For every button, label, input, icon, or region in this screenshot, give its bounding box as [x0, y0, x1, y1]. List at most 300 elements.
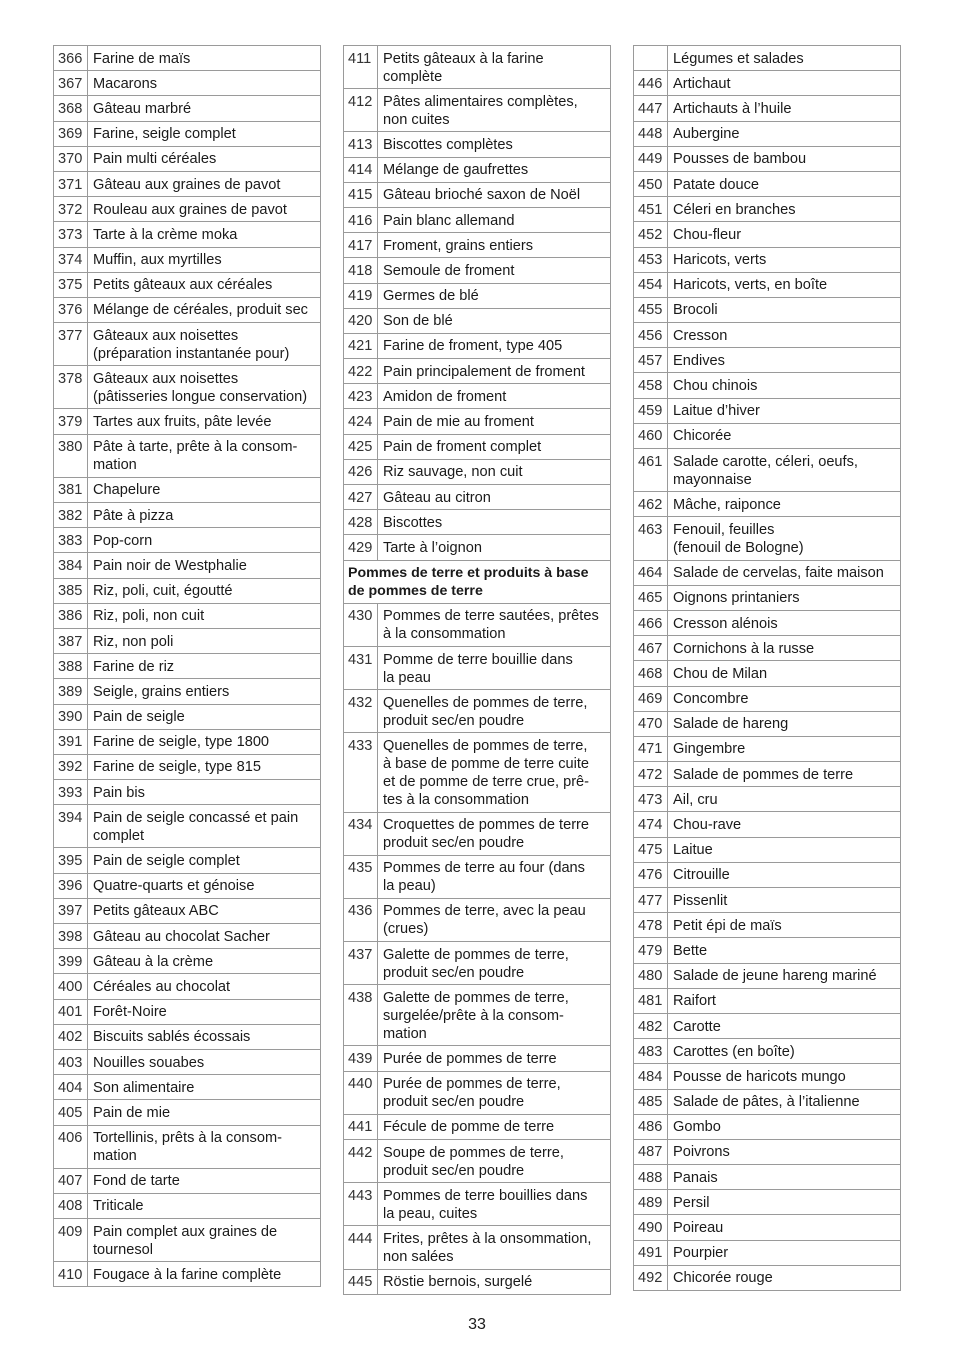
- table-row: [634, 398, 900, 423]
- item-number: 454: [634, 272, 668, 297]
- item-name: Fécule de pomme de terre: [378, 1114, 611, 1139]
- item-name: Pain blanc allemand: [378, 207, 611, 232]
- table-row: [634, 888, 900, 913]
- table-row: [344, 1114, 610, 1139]
- page-number: 33: [468, 1316, 486, 1333]
- table-row: [344, 733, 610, 812]
- item-number: 394: [54, 805, 88, 848]
- item-number: 387: [54, 628, 88, 653]
- item-number: 420: [344, 308, 378, 333]
- table-row: [344, 333, 610, 358]
- item-number: 457: [634, 348, 668, 373]
- table-row: [634, 661, 900, 686]
- item-number: 463: [634, 517, 668, 560]
- table-row: [54, 1049, 320, 1074]
- table-row: [54, 366, 320, 409]
- item-number: 466: [634, 610, 668, 635]
- item-number: [634, 46, 668, 71]
- item-number: 393: [54, 780, 88, 805]
- table-row: [634, 96, 900, 121]
- item-number: 444: [344, 1226, 378, 1269]
- item-number: 475: [634, 837, 668, 862]
- item-name: Gâteau aux graines de pavot: [88, 171, 321, 196]
- item-number: 400: [54, 974, 88, 999]
- table-row: [344, 233, 610, 258]
- item-name: Céréales au chocolat: [88, 974, 321, 999]
- table-row: [344, 1269, 610, 1294]
- table-row: [634, 812, 900, 837]
- item-number: 442: [344, 1140, 378, 1183]
- item-name: Pain bis: [88, 780, 321, 805]
- item-number: 438: [344, 985, 378, 1046]
- table-row: [54, 121, 320, 146]
- table-row: [634, 1165, 900, 1190]
- table-row: [344, 510, 610, 535]
- item-name: Riz sauvage, non cuit: [378, 459, 611, 484]
- item-name: Pommes de terre bouillies dans la peau, cuites: [378, 1183, 611, 1226]
- item-name: Rouleau aux graines de pavot: [88, 197, 321, 222]
- table-row: [344, 898, 610, 941]
- item-name: Son de blé: [378, 308, 611, 333]
- item-number: 405: [54, 1100, 88, 1125]
- item-number: 426: [344, 459, 378, 484]
- table-row: [54, 873, 320, 898]
- item-number: 424: [344, 409, 378, 434]
- item-number: 407: [54, 1168, 88, 1193]
- table-row: [344, 89, 610, 132]
- item-number: 490: [634, 1215, 668, 1240]
- table-row: [54, 754, 320, 779]
- item-name: Gâteaux aux noisettes (pâtisseries longue conservation): [88, 366, 321, 409]
- table-row: [634, 787, 900, 812]
- item-name: Chapelure: [88, 477, 321, 502]
- item-name: Semoule de froment: [378, 258, 611, 283]
- item-number: 431: [344, 646, 378, 689]
- table-row: [54, 848, 320, 873]
- item-number: 409: [54, 1219, 88, 1262]
- table-row: [634, 146, 900, 171]
- item-number: 477: [634, 888, 668, 913]
- item-name: Aubergine: [668, 121, 901, 146]
- item-number: 368: [54, 96, 88, 121]
- table-row: [634, 988, 900, 1013]
- item-number: 386: [54, 603, 88, 628]
- table-row: [344, 855, 610, 898]
- item-number: 383: [54, 528, 88, 553]
- item-number: 469: [634, 686, 668, 711]
- item-name: Carotte: [668, 1013, 901, 1038]
- item-name: Muffin, aux myrtilles: [88, 247, 321, 272]
- item-name: Pain de seigle complet: [88, 848, 321, 873]
- item-number: 427: [344, 485, 378, 510]
- table-row: [344, 1140, 610, 1183]
- item-number: 410: [54, 1262, 88, 1287]
- table-row: [54, 578, 320, 603]
- item-number: 376: [54, 297, 88, 322]
- item-name: Purée de pommes de terre: [378, 1046, 611, 1071]
- item-number: 476: [634, 862, 668, 887]
- item-name: Galette de pommes de terre, produit sec/en poudre: [378, 942, 611, 985]
- table-row: [54, 503, 320, 528]
- item-number: 367: [54, 71, 88, 96]
- item-name: Purée de pommes de terre, produit sec/en poudre: [378, 1071, 611, 1114]
- item-number: 484: [634, 1064, 668, 1089]
- item-name: Pomme de terre bouillie dans la peau: [378, 646, 611, 689]
- item-number: 403: [54, 1049, 88, 1074]
- item-number: 485: [634, 1089, 668, 1114]
- item-number: 423: [344, 384, 378, 409]
- item-number: 446: [634, 71, 668, 96]
- table-row: [344, 434, 610, 459]
- item-name: Concombre: [668, 686, 901, 711]
- item-name: Petits gâteaux à la farine complète: [378, 46, 611, 89]
- table-row: [634, 423, 900, 448]
- item-number: 369: [54, 121, 88, 146]
- item-name: Germes de blé: [378, 283, 611, 308]
- item-number: 447: [634, 96, 668, 121]
- table-row: [344, 157, 610, 182]
- item-number: 370: [54, 146, 88, 171]
- item-number: 401: [54, 999, 88, 1024]
- item-name: Tarte à la crème moka: [88, 222, 321, 247]
- item-name: Céleri en branches: [668, 197, 901, 222]
- table-row: [54, 297, 320, 322]
- item-name: Pain de mie au froment: [378, 409, 611, 434]
- table-row: [54, 1075, 320, 1100]
- item-name: Biscuits sablés écossais: [88, 1024, 321, 1049]
- item-number: 491: [634, 1240, 668, 1265]
- item-name: Pommes de terre, avec la peau (crues): [378, 898, 611, 941]
- item-name: Gombo: [668, 1114, 901, 1139]
- item-name: Salade de hareng: [668, 711, 901, 736]
- table-row: [54, 272, 320, 297]
- table-row: [634, 1139, 900, 1164]
- item-name: Petit épi de maïs: [668, 913, 901, 938]
- item-number: 406: [54, 1125, 88, 1168]
- item-number: 385: [54, 578, 88, 603]
- item-name: Artichaut: [668, 71, 901, 96]
- item-number: 389: [54, 679, 88, 704]
- item-name: Salade de cervelas, faite maison: [668, 560, 901, 585]
- table-row: [344, 207, 610, 232]
- item-number: 487: [634, 1139, 668, 1164]
- item-name: Salade de pâtes, à l’italienne: [668, 1089, 901, 1114]
- item-name: Pommes de terre au four (dans la peau): [378, 855, 611, 898]
- item-name: Salade carotte, céleri, oeufs, mayonnaise: [668, 449, 901, 492]
- table-row: [54, 654, 320, 679]
- table-row: [634, 348, 900, 373]
- item-name: Chou-fleur: [668, 222, 901, 247]
- item-name: Pain de mie: [88, 1100, 321, 1125]
- table-row: [344, 485, 610, 510]
- section-heading: Pommes de terre et produits à base de pommes de terre: [344, 560, 610, 603]
- item-name: Pain complet aux graines de tournesol: [88, 1219, 321, 1262]
- table-row: [344, 1046, 610, 1071]
- item-number: 440: [344, 1071, 378, 1114]
- table-row: [54, 409, 320, 434]
- item-number: 434: [344, 812, 378, 855]
- table-row: [54, 704, 320, 729]
- item-number: 433: [344, 733, 378, 812]
- item-name: Pourpier: [668, 1240, 901, 1265]
- item-name: Oignons printaniers: [668, 585, 901, 610]
- item-number: 374: [54, 247, 88, 272]
- item-number: 413: [344, 132, 378, 157]
- item-name: Pain noir de Westphalie: [88, 553, 321, 578]
- item-number: 470: [634, 711, 668, 736]
- item-name: Riz, poli, non cuit: [88, 603, 321, 628]
- item-name: Farine, seigle complet: [88, 121, 321, 146]
- table-row: [54, 974, 320, 999]
- table-row: [634, 913, 900, 938]
- table-row: [634, 197, 900, 222]
- item-number: 455: [634, 297, 668, 322]
- item-name: Froment, grains entiers: [378, 233, 611, 258]
- item-number: 432: [344, 690, 378, 733]
- item-name: Soupe de pommes de terre, produit sec/en poudre: [378, 1140, 611, 1183]
- table-row: [634, 492, 900, 517]
- table-row: [344, 182, 610, 207]
- table-row: [344, 283, 610, 308]
- item-name: Mélange de céréales, produit sec: [88, 297, 321, 322]
- item-name: Pâtes alimentaires complètes, non cuites: [378, 89, 611, 132]
- item-name: Tartes aux fruits, pâte levée: [88, 409, 321, 434]
- item-number: 459: [634, 398, 668, 423]
- table-row: [634, 297, 900, 322]
- item-number: 456: [634, 323, 668, 348]
- item-name: Salade de jeune hareng mariné: [668, 963, 901, 988]
- table-row: [54, 603, 320, 628]
- item-name: Citrouille: [668, 862, 901, 887]
- item-number: 489: [634, 1190, 668, 1215]
- table-row: [634, 121, 900, 146]
- table-row: [634, 1039, 900, 1064]
- table-row: [344, 459, 610, 484]
- item-name: Biscottes: [378, 510, 611, 535]
- food-table-column-1: [53, 45, 321, 1287]
- table-row: [344, 942, 610, 985]
- item-name: Seigle, grains entiers: [88, 679, 321, 704]
- item-name: Chou-rave: [668, 812, 901, 837]
- table-row: [634, 686, 900, 711]
- item-name: Triticale: [88, 1193, 321, 1218]
- table-row: [634, 938, 900, 963]
- table-row: [54, 477, 320, 502]
- food-table-column-3: [633, 45, 901, 1291]
- table-row: [634, 862, 900, 887]
- table-row: [54, 1219, 320, 1262]
- item-number: 417: [344, 233, 378, 258]
- table-row: [344, 384, 610, 409]
- item-number: 443: [344, 1183, 378, 1226]
- item-name: Tarte à l’oignon: [378, 535, 611, 560]
- item-number: 429: [344, 535, 378, 560]
- item-name: Röstie bernois, surgelé: [383, 1274, 533, 1291]
- table-row: [54, 434, 320, 477]
- item-number: 453: [634, 247, 668, 272]
- item-name: Macarons: [88, 71, 321, 96]
- item-number: 439: [344, 1046, 378, 1071]
- item-name: Pissenlit: [668, 888, 901, 913]
- item-number: 449: [634, 146, 668, 171]
- item-number: 450: [634, 171, 668, 196]
- item-name: Haricots, verts, en boîte: [668, 272, 901, 297]
- item-name: Fougace à la farine complète: [93, 1266, 282, 1283]
- item-number: 479: [634, 938, 668, 963]
- table-row: [344, 646, 610, 689]
- item-name: Farine de riz: [88, 654, 321, 679]
- food-table-column-2: [343, 45, 611, 1295]
- item-name: Ail, cru: [668, 787, 901, 812]
- item-name: Pain de seigle: [88, 704, 321, 729]
- table-row: [344, 603, 610, 646]
- item-number: 480: [634, 963, 668, 988]
- item-number: 437: [344, 942, 378, 985]
- item-number: 465: [634, 585, 668, 610]
- table-row: [344, 132, 610, 157]
- table-row: [54, 898, 320, 923]
- table-row: [54, 1193, 320, 1218]
- item-number: 488: [634, 1165, 668, 1190]
- table-row: [344, 258, 610, 283]
- item-name: Pop-corn: [88, 528, 321, 553]
- item-number: 445: [344, 1269, 378, 1294]
- table-row: [54, 1125, 320, 1168]
- item-name: Riz, poli, cuit, égoutté: [88, 578, 321, 603]
- item-number: 425: [344, 434, 378, 459]
- table-row: [54, 222, 320, 247]
- item-name: Salade de pommes de terre: [668, 762, 901, 787]
- item-number: 451: [634, 197, 668, 222]
- item-name: Galette de pommes de terre, surgelée/prête à la consom- mation: [378, 985, 611, 1046]
- item-number: 402: [54, 1024, 88, 1049]
- item-number: 458: [634, 373, 668, 398]
- table-row: [54, 46, 320, 71]
- table-row: [344, 535, 610, 560]
- table-row: [634, 1064, 900, 1089]
- item-name: Panais: [668, 1165, 901, 1190]
- item-name: Farine de maïs: [88, 46, 321, 71]
- item-name: Poivrons: [668, 1139, 901, 1164]
- item-number: 435: [344, 855, 378, 898]
- item-name: Fond de tarte: [88, 1168, 321, 1193]
- item-name: Chou chinois: [668, 373, 901, 398]
- table-row: [634, 560, 900, 585]
- table-row: [344, 690, 610, 733]
- item-name: Farine de seigle, type 1800: [88, 729, 321, 754]
- table-row: [54, 729, 320, 754]
- item-name: Pain de seigle concassé et pain complet: [88, 805, 321, 848]
- item-name: Pain principalement de froment: [378, 359, 611, 384]
- item-name: Laitue d’hiver: [668, 398, 901, 423]
- item-number: 430: [344, 603, 378, 646]
- item-name: Endives: [668, 348, 901, 373]
- table-row: [54, 553, 320, 578]
- table-row: [54, 780, 320, 805]
- table-row: [54, 949, 320, 974]
- table-row: [54, 805, 320, 848]
- item-name: Nouilles souabes: [88, 1049, 321, 1074]
- table-row: [634, 1215, 900, 1240]
- item-name: Pâte à tarte, prête à la consom- mation: [88, 434, 321, 477]
- item-number: 390: [54, 704, 88, 729]
- item-number: 377: [54, 323, 88, 366]
- item-number: 371: [54, 171, 88, 196]
- table-row: [54, 71, 320, 96]
- table-row: [344, 812, 610, 855]
- item-name: Gâteau marbré: [88, 96, 321, 121]
- item-number: 378: [54, 366, 88, 409]
- item-name: Pousses de bambou: [668, 146, 901, 171]
- table-row: [344, 1071, 610, 1114]
- item-number: 421: [344, 333, 378, 358]
- item-name: Laitue: [668, 837, 901, 862]
- table-row: [54, 1168, 320, 1193]
- item-number: 452: [634, 222, 668, 247]
- table-row: [344, 985, 610, 1046]
- item-name: Amidon de froment: [378, 384, 611, 409]
- item-name: Farine de seigle, type 815: [88, 754, 321, 779]
- item-number: 481: [634, 988, 668, 1013]
- table-row: [634, 762, 900, 787]
- item-name: Patate douce: [668, 171, 901, 196]
- item-name: Forêt-Noire: [88, 999, 321, 1024]
- item-name: Croquettes de pommes de terre produit sec/en poudre: [378, 812, 611, 855]
- item-number: 468: [634, 661, 668, 686]
- item-name: Quatre-quarts et génoise: [88, 873, 321, 898]
- item-name: Pousse de haricots mungo: [668, 1064, 901, 1089]
- item-number: 373: [54, 222, 88, 247]
- item-name: Cresson: [668, 323, 901, 348]
- item-name: Pain multi céréales: [88, 146, 321, 171]
- item-number: 391: [54, 729, 88, 754]
- table-row: [634, 449, 900, 492]
- table-row: [344, 1183, 610, 1226]
- item-number: 492: [634, 1265, 668, 1290]
- table-row: [634, 1013, 900, 1038]
- item-name: Gingembre: [668, 736, 901, 761]
- item-number: 382: [54, 503, 88, 528]
- item-name: Poireau: [668, 1215, 901, 1240]
- item-number: 384: [54, 553, 88, 578]
- item-name: Pommes de terre sautées, prêtes à la consommation: [378, 603, 611, 646]
- item-number: 375: [54, 272, 88, 297]
- section-header-row: [344, 560, 610, 603]
- item-name: Farine de froment, type 405: [378, 333, 611, 358]
- item-name: Légumes et salades: [668, 46, 901, 71]
- table-row: [54, 528, 320, 553]
- table-row: [634, 247, 900, 272]
- item-name: Chicorée rouge: [673, 1270, 773, 1287]
- item-number: 467: [634, 636, 668, 661]
- item-number: 478: [634, 913, 668, 938]
- table-row: [54, 1262, 320, 1287]
- item-name: Quenelles de pommes de terre, produit sec/en poudre: [378, 690, 611, 733]
- item-name: Gâteaux aux noisettes (préparation instantanée pour): [88, 323, 321, 366]
- item-number: 381: [54, 477, 88, 502]
- item-number: 460: [634, 423, 668, 448]
- table-row: [634, 373, 900, 398]
- table-row: [344, 46, 610, 89]
- table-row: [54, 323, 320, 366]
- table-row: [634, 736, 900, 761]
- item-number: 428: [344, 510, 378, 535]
- table-row: [54, 197, 320, 222]
- item-name: Son alimentaire: [88, 1075, 321, 1100]
- item-number: 388: [54, 654, 88, 679]
- item-number: 483: [634, 1039, 668, 1064]
- item-number: 419: [344, 283, 378, 308]
